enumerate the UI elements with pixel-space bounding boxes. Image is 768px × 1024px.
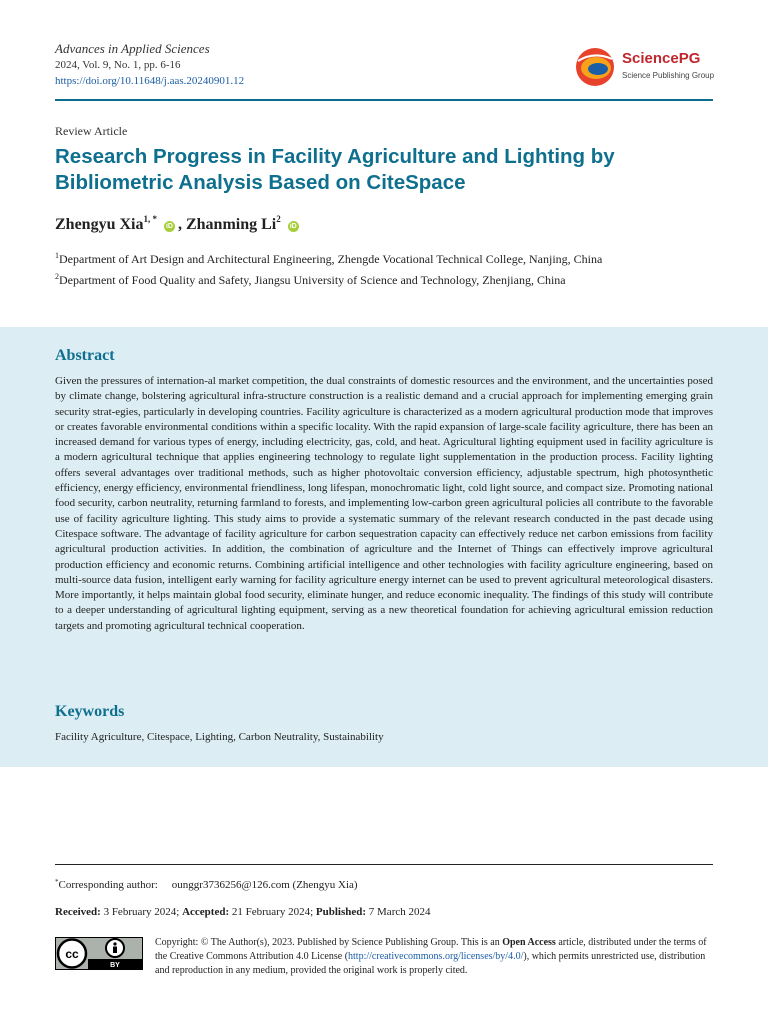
affiliation-superscript: 1	[55, 251, 59, 260]
affiliation	[55, 272, 566, 288]
svg-text:cc: cc	[65, 947, 79, 961]
affiliation-text: Department of Art Design and Architectural Engineering, Zhengde Vocational Technical College, Nanjing, China	[59, 252, 603, 266]
published-label: Published:	[315, 906, 367, 918]
keywords-heading: Keywords	[55, 703, 125, 720]
orcid-icon[interactable]: iD	[289, 223, 297, 230]
accepted-date: 21 February 2024;	[231, 906, 314, 918]
copyright-text: Copyright: © The Author(s), 2023. Published by Science Publishing Group. This is an	[155, 937, 503, 948]
cc-by-icon[interactable]	[55, 937, 143, 970]
received-label: Received:	[55, 906, 101, 918]
open-access-label: Open Access	[502, 937, 556, 948]
doi-link[interactable]: https://doi.org/10.11648/j.aas.20240901.12	[55, 75, 245, 87]
license-link[interactable]: http://creativecommons.org/licenses/by/4.0/	[348, 951, 524, 962]
footer-divider	[55, 864, 713, 865]
affiliation-text: Department of Food Quality and Safety, Jiangsu University of Science and Technology, Zhenjiang, China	[59, 273, 566, 287]
article-title: Research Progress in Facility Agriculture and Lighting by Bibliometric Analysis Based on CiteSpace	[55, 145, 615, 194]
author-superscript: 2	[276, 214, 281, 224]
corresponding-email[interactable]: ounggr3736256@126.com (Zhengyu Xia)	[171, 879, 358, 891]
received-date: 3 February 2024;	[103, 906, 180, 918]
corresponding-author	[55, 878, 358, 891]
copyright-text: ), which permits unrestricted use, distribution and reproduction in any medium, provided the original work is properly cited.	[155, 951, 706, 976]
publication-dates	[55, 906, 431, 918]
abstract-heading: Abstract	[55, 347, 115, 364]
keywords-text: Facility Agriculture, Citespace, Lighting, Carbon Neutrality, Sustainability	[55, 731, 384, 743]
published-date: 7 March 2024	[368, 906, 431, 918]
corresponding-label: Corresponding author:	[58, 879, 158, 891]
copyright-notice	[155, 936, 713, 978]
author-superscript: 1, *	[143, 214, 157, 224]
corresponding-superscript: *	[55, 878, 59, 886]
cc-by-label: BY	[110, 962, 120, 969]
affiliation	[55, 251, 602, 267]
author-separator: ,	[177, 216, 186, 233]
author-list	[55, 214, 302, 234]
article-type: Review Article	[55, 124, 128, 138]
publisher-logo-name: SciencePG	[622, 50, 701, 67]
journal-name: Advances in Applied Sciences	[55, 41, 210, 56]
publisher-logo-subtitle: Science Publishing Group	[622, 71, 715, 80]
affiliation-superscript: 2	[55, 272, 59, 281]
copyright-text: article, distributed under the terms of the Creative Commons Attribution 4.0 License (	[155, 937, 707, 962]
orcid-icon[interactable]: iD	[165, 223, 173, 230]
accepted-label: Accepted:	[182, 906, 230, 918]
journal-issue: 2024, Vol. 9, No. 1, pp. 6-16	[55, 59, 181, 71]
abstract-text: Given the pressures of internation-al market competition, the dual constraints of domestic resources and the environment, and the uncertainties posed by climate change, bolstering agricultural infra-structure construction is a realistic demand and a crucial approach for implementing emerging grain security strat-egies, particularly in developing countries. Facility agriculture is characterized as a modern agricultural production mode that improves or creates favorable environmental conditions within a specific locality. With the rapid expansion of large-scale facility agriculture, there has been an increased demand for various types of energy, including electricity, gas, cold, and heat. Agricultural lighting equipment used in facility agriculture is a modern agricultural technique that applies engineering technology to regulate light supplementation in the production process. Facility lighting offers several advantages over traditional methods, such as higher photovoltaic conversion efficiency, adjustable spectrum, high photosynthetic efficiency, energy efficiency, environmental friendliness, long lifespan, monochromatic light, cold light source, and compact size. Promoting national food security, carbon neutrality, returning farmland to forests, and implementing low-carbon green agricultural policies all contribute to the favorable use of facility agriculture lighting. This study aims to provide a systematic summary of the relevant research conducted in the past decade using Citespace software. The advantage of facility agriculture for carbon sequestration capacity can effectively reduce net carbon emissions from facility agricultural production activities. In addition, the combination of agriculture and the Internet of Things can effectively improve agricultural production efficiency and economic returns. Combining artificial intelligence and other technologies with facility agriculture engineering, based on multi-source data fusion, intelligent early warning for facility agriculture energy internet can be used to prevent agricultural meteorological disasters. More importantly, it helps maintain global food security, eliminate hunger, and reduce economic inequality. The findings of this study will contribute to a deeper understanding of agricultural lighting equipment, serving as a new theoretical foundation for achieving agricultural emission reduction targets and promoting agricultural technical cooperation.	[55, 375, 713, 632]
author-name[interactable]: Zhengyu Xia	[55, 216, 144, 233]
header-divider	[55, 99, 713, 101]
author-name[interactable]: Zhanming Li	[185, 216, 277, 233]
